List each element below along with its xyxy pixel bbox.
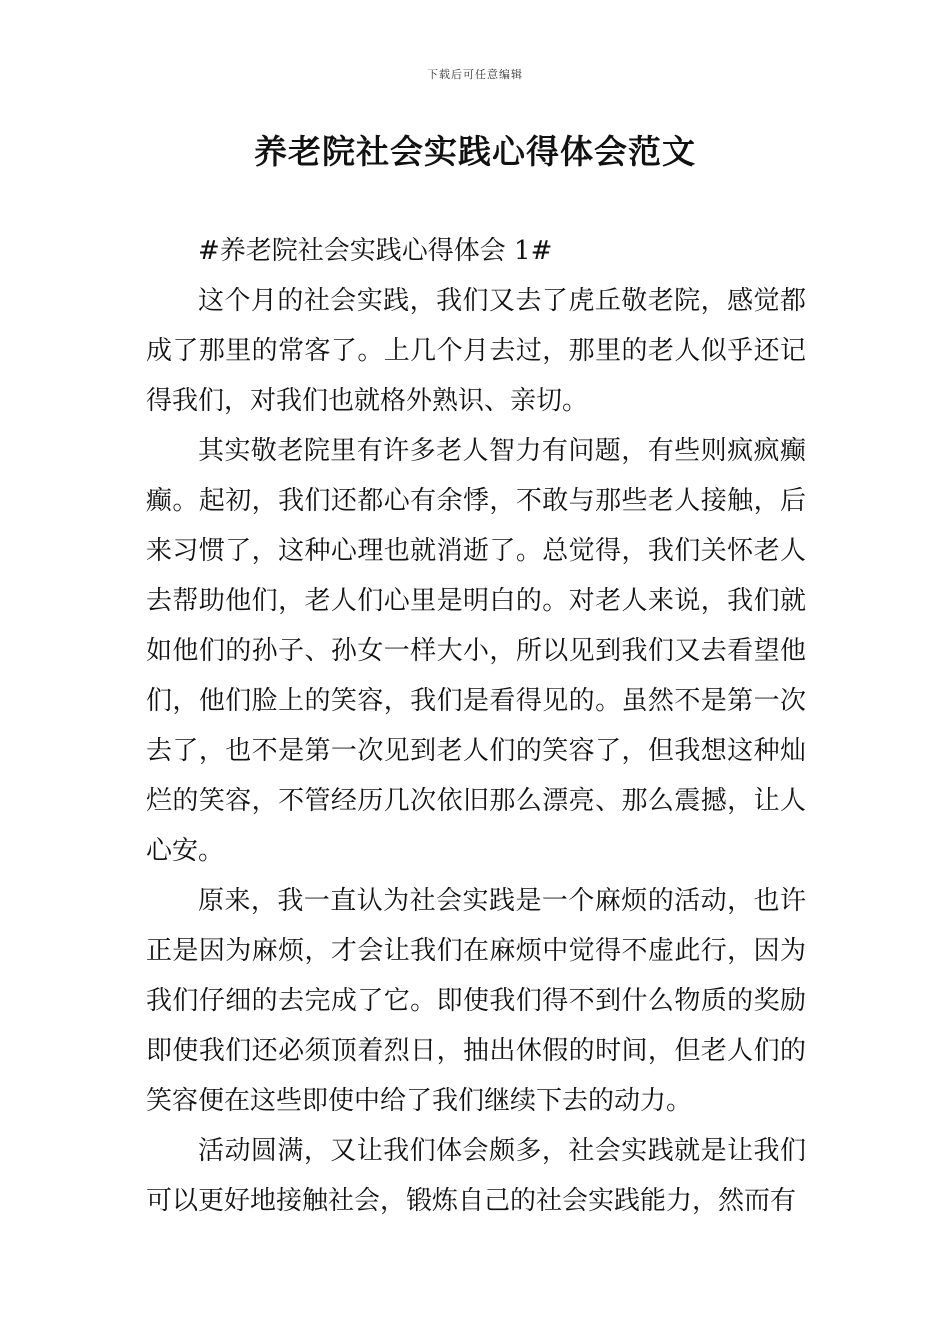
paragraph-3: 原来，我一直认为社会实践是一个麻烦的活动，也许正是因为麻烦，才会让我们在麻烦中觉得不虚此行，因为我们仔细的去完成了它。即使我们得不到什么物质的奖励即使我们还必须顶着烈日，抽出休假的时间，但老人们的笑容便在这些即使中给了我们继续下去的动力。: [146, 886, 806, 1116]
document-title: 养老院社会实践心得体会范文: [254, 132, 696, 171]
section-heading: #养老院社会实践心得体会 1#: [198, 236, 553, 266]
header-note: 下载后可任意编辑: [427, 68, 523, 81]
paragraph-1: 这个月的社会实践，我们又去了虎丘敬老院，感觉都成了那里的常客了。上几个月去过，那里的老人似乎还记得我们，对我们也就格外熟识、亲切。: [146, 286, 806, 416]
paragraph-4: 活动圆满，又让我们体会颇多，社会实践就是让我们可以更好地接触社会，锻炼自己的社会实践能力，然而有: [146, 1136, 806, 1216]
document-body: [146, 226, 806, 1226]
paragraph-2: 其实敬老院里有许多老人智力有问题，有些则疯疯癫癫。起初，我们还都心有余悸，不敢与那些老人接触，后来习惯了，这种心理也就消逝了。总觉得，我们关怀老人去帮助他们，老人们心里是明白的。对老人来说，我们就如他们的孙子、孙女一样大小，所以见到我们又去看望他们，他们脸上的笑容，我们是看得见的。虽然不是第一次去了，也不是第一次见到老人们的笑容了，但我想这种灿烂的笑容，不管经历几次依旧那么漂亮、那么震撼，让人心安。: [146, 436, 806, 866]
